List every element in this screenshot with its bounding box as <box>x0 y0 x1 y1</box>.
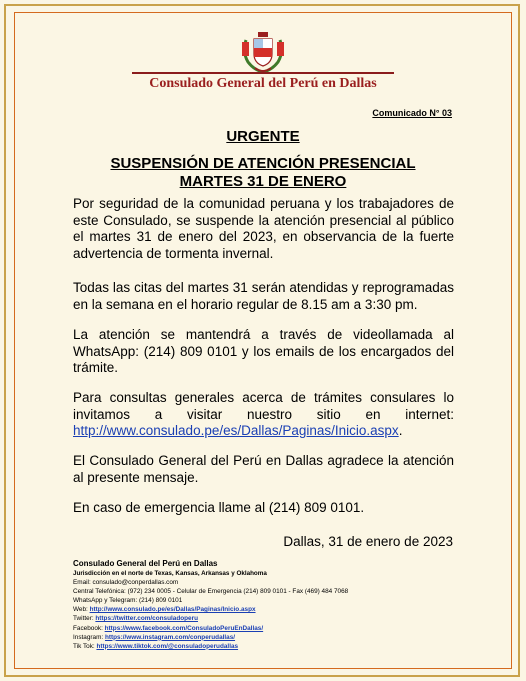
footer-tiktok-link[interactable]: https://www.tiktok.com/@consuladoperudallas <box>96 642 239 650</box>
footer-twitter <box>73 614 348 623</box>
paragraph-5: El Consulado General del Perú en Dallas agradece la atención al presente mensaje. <box>73 453 454 485</box>
footer-web-label: Web: <box>73 606 90 614</box>
paragraph-1: Por seguridad de la comunidad peruana y los trabajadores de este Consulado, se suspende la atención presencial al público el martes 31 de enero del 2023, en observancia de la fuerte advertencia de tormenta invernal. <box>73 196 454 261</box>
paragraph-3: La atención se mantendrá a través de videollamada al WhatsApp: (214) 809 0101 y los emails de los encargados del trámite. <box>73 327 454 375</box>
paragraph-6: En caso de emergencia llame al (214) 809 0101. <box>73 500 365 515</box>
headline-line-1: SUSPENSIÓN DE ATENCIÓN PRESENCIAL <box>110 155 416 172</box>
footer-whatsapp: WhatsApp y Telegram: (214) 809 0101 <box>73 597 183 605</box>
footer-jurisdiction: Jurisdicción en el norte de Texas, Kansas, Arkansas y Oklahoma <box>73 570 267 577</box>
footer-twitter-link[interactable]: https://twitter.com/consuladoperu <box>95 615 198 623</box>
footer-contact <box>73 558 348 651</box>
headline <box>0 155 526 191</box>
footer-web <box>73 605 348 614</box>
website-link[interactable]: http://www.consulado.pe/es/Dallas/Paginas/Inicio.aspx <box>73 423 399 438</box>
footer-instagram-link[interactable]: https://www.instagram.com/conperudallas/ <box>104 633 236 641</box>
coat-of-arms-icon <box>240 30 286 74</box>
header-rule <box>132 72 394 74</box>
footer-facebook <box>73 624 348 633</box>
footer-twitter-label: Twitter: <box>73 615 96 623</box>
footer-tiktok <box>73 642 348 651</box>
paragraph-4 <box>73 390 454 440</box>
communique-number: Comunicado N° 03 <box>372 108 452 118</box>
footer-facebook-label: Facebook: <box>73 624 105 632</box>
paragraph-2: Todas las citas del martes 31 serán atendidas y reprogramadas en la semana en el horario regular de 8.15 am a 3:30 pm. <box>73 280 454 312</box>
footer-email: Email: consulado@conperdallas.com <box>73 579 179 587</box>
footer-web-link[interactable]: http://www.consulado.pe/es/Dallas/Paginas/Inicio.aspx <box>89 606 256 614</box>
footer-facebook-link[interactable]: https://www.facebook.com/ConsuladoPeruEnDallas/ <box>104 624 264 632</box>
urgent-heading: URGENTE <box>226 128 300 145</box>
footer-instagram <box>73 633 348 642</box>
footer-tiktok-label: Tik Tok: <box>73 642 97 650</box>
footer-phones: Central Telefónica: (972) 234 0005 - Celular de Emergencia (214) 809 0101 - Fax (469) 484 7068 <box>73 588 349 596</box>
footer-instagram-label: Instagram: <box>73 633 105 641</box>
footer-title: Consulado General del Perú en Dallas <box>73 559 218 568</box>
headline-line-2: MARTES 31 DE ENERO <box>179 173 347 190</box>
date-line: Dallas, 31 de enero de 2023 <box>283 534 453 549</box>
paragraph-4-text: Para consultas generales acerca de trámites consulares lo invitamos a visitar nuestro sitio en internet: <box>73 390 454 422</box>
paragraph-4-end: . <box>398 423 403 438</box>
consulate-name: Consulado General del Perú en Dallas <box>149 76 377 91</box>
